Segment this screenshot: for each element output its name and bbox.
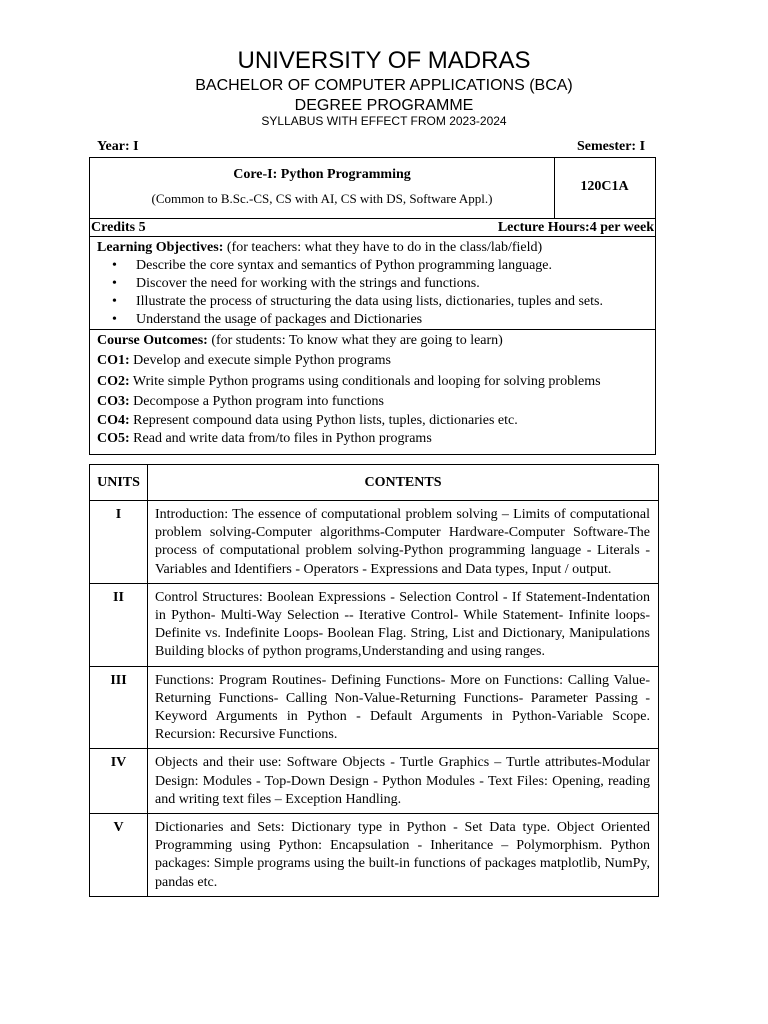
learning-objectives-intro: (for teachers: what they have to do in the class/lab/field)	[223, 240, 543, 255]
course-note: (Common to B.Sc.-CS, CS with AI, CS with DS, Software Appl.)	[151, 191, 493, 206]
objective-item	[112, 275, 480, 293]
objective-item	[112, 257, 552, 275]
outcome-item	[97, 430, 432, 448]
course-title: Core-I: Python Programming	[233, 167, 411, 182]
bullet-icon: •	[112, 312, 117, 327]
course-header-box	[89, 157, 656, 219]
learning-objectives-label: Learning Objectives:	[97, 240, 224, 255]
course-outcomes-label: Course Outcomes:	[97, 333, 208, 348]
programme-title: BACHELOR OF COMPUTER APPLICATIONS (BCA)	[195, 77, 573, 94]
learning-objectives-box	[89, 236, 656, 330]
unit-number: I	[90, 501, 148, 584]
contents-header: CONTENTS	[148, 465, 659, 501]
table-header-row	[90, 465, 659, 501]
outcome-item	[97, 373, 601, 391]
credits-label: Credits 5	[91, 220, 146, 235]
outcome-text: Represent compound data using Python lists, tuples, dictionaries etc.	[129, 413, 518, 428]
bullet-icon: •	[112, 294, 117, 309]
outcome-text: Develop and execute simple Python programs	[129, 353, 391, 368]
unit-contents: Control Structures: Boolean Expressions - Selection Control - If Statement-Indentation in Python- Multi-Way Selection -- Iterative Control- While Statement- Infinite loops- Definite vs. Indefinite Loops- Boolean Flag. String, List and Dictionary, Manipulations Building blocks of python programs,Understanding and using ranges.	[148, 583, 659, 666]
units-header: UNITS	[90, 465, 148, 501]
objective-item	[112, 293, 603, 311]
course-outcomes-heading	[97, 332, 503, 350]
bullet-icon: •	[112, 258, 117, 273]
objective-item	[112, 311, 422, 329]
outcome-code: CO3:	[97, 394, 130, 409]
outcome-text: Decompose a Python program into functions	[129, 394, 384, 409]
unit-number: V	[90, 814, 148, 897]
table-row	[90, 814, 659, 897]
table-row	[90, 583, 659, 666]
outcome-text: Read and write data from/to files in Python programs	[129, 431, 432, 446]
course-outcomes-box	[89, 329, 656, 455]
university-title: UNIVERSITY OF MADRAS	[237, 47, 531, 74]
unit-contents: Introduction: The essence of computational problem solving – Limits of computational problem solving-Computer algorithms-Computer Hardware-Computer Software-The process of computational problem solving-Python programming language - Literals - Variables and Identifiers - Operators - Expressions and Data types, Input / output.	[148, 501, 659, 584]
syllabus-effective: SYLLABUS WITH EFFECT FROM 2023-2024	[261, 114, 507, 128]
year-label: Year: I	[97, 139, 139, 154]
unit-number: IV	[90, 749, 148, 814]
objective-text: Illustrate the process of structuring the data using lists, dictionaries, tuples and sets.	[136, 294, 603, 309]
credits-row	[89, 218, 656, 237]
unit-contents: Objects and their use: Software Objects - Turtle Graphics – Turtle attributes-Modular Design: Modules - Top-Down Design - Python Modules - Text Files: Opening, reading and writing text files – Exception Handling.	[148, 749, 659, 814]
outcome-item	[97, 393, 384, 411]
outcome-code: CO2:	[97, 374, 130, 389]
lecture-hours-label: Lecture Hours:4 per week	[497, 220, 654, 235]
outcome-item	[97, 352, 391, 370]
objective-text: Understand the usage of packages and Dictionaries	[136, 312, 423, 327]
programme-subtitle: DEGREE PROGRAMME	[294, 97, 474, 114]
outcome-text: Write simple Python programs using conditionals and looping for solving problems	[129, 374, 601, 389]
units-table	[89, 464, 659, 897]
table-row	[90, 666, 659, 749]
objective-text: Describe the core syntax and semantics of Python programming language.	[136, 258, 552, 273]
unit-number: II	[90, 583, 148, 666]
unit-number: III	[90, 666, 148, 749]
outcome-code: CO5:	[97, 431, 130, 446]
outcome-code: CO1:	[97, 353, 130, 368]
table-row	[90, 501, 659, 584]
objective-text: Discover the need for working with the strings and functions.	[136, 276, 480, 291]
course-code: 120C1A	[580, 179, 629, 194]
outcome-code: CO4:	[97, 413, 130, 428]
bullet-icon: •	[112, 276, 117, 291]
semester-label: Semester: I	[577, 139, 646, 154]
learning-objectives-heading	[97, 239, 542, 257]
course-outcomes-intro: (for students: To know what they are going to learn)	[207, 333, 503, 348]
unit-contents: Dictionaries and Sets: Dictionary type in Python - Set Data type. Object Oriented Programming using Python: Encapsulation - Inheritance – Polymorphism. Python packages: Simple programs using the built-in functions of packages matplotlib, NumPy, pandas etc.	[148, 814, 659, 897]
unit-contents: Functions: Program Routines- Defining Functions- More on Functions: Calling Value-Returning Functions- Calling Non-Value-Returning Functions- Parameter Passing - Keyword Arguments in Python - Default Arguments in Python-Variable Scope. Recursion: Recursive Functions.	[148, 666, 659, 749]
table-row	[90, 749, 659, 814]
outcome-item	[97, 412, 518, 430]
